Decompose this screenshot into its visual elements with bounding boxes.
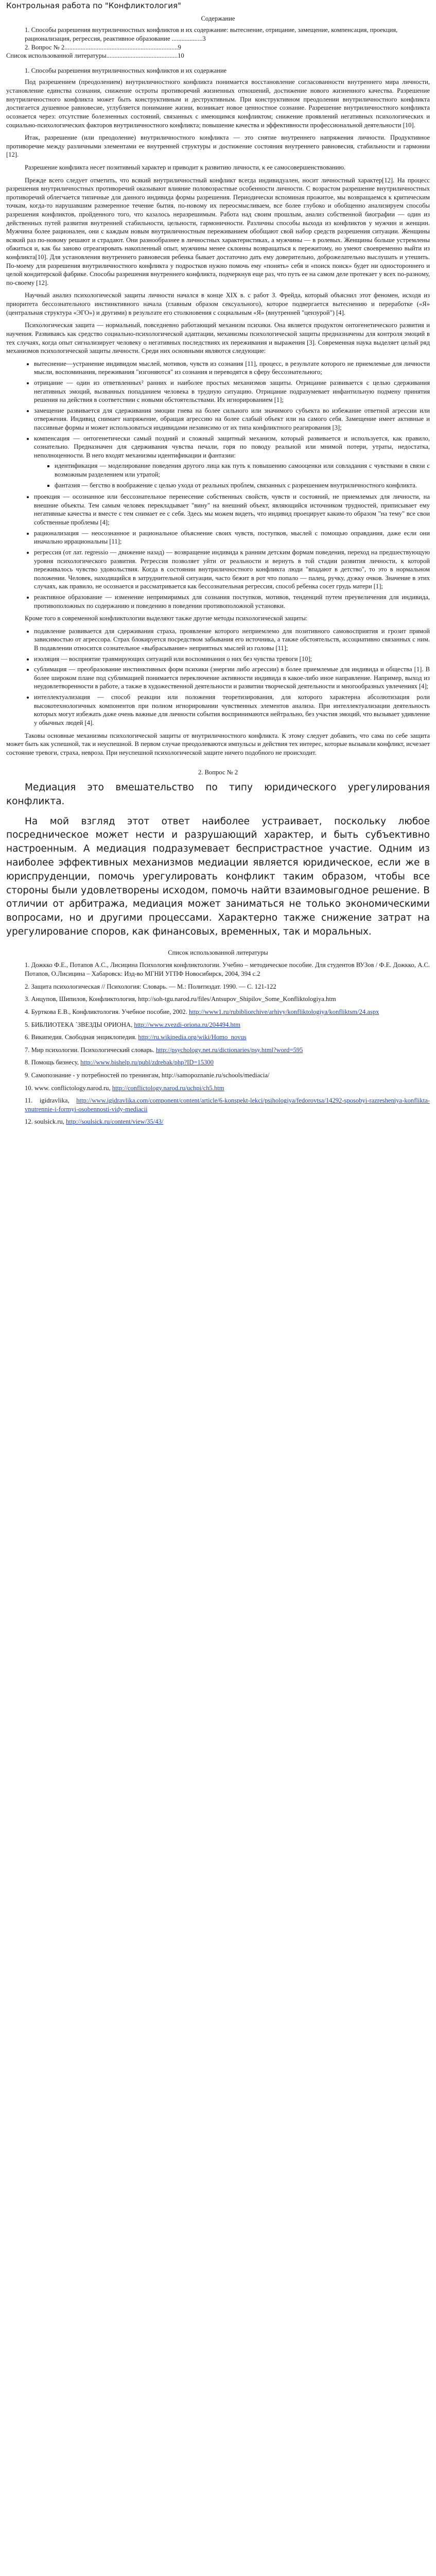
literature-link[interactable]: http://www1.ru/rubibliorchive/arhivy/konfliktologiya/konfliktsm/24.aspx <box>189 1008 379 1015</box>
literature-link[interactable]: http://www.bishelp.ru/publ/zdrebak/php?ID=15300 <box>80 1059 214 1066</box>
toc-heading: Содержание <box>201 14 235 22</box>
toc-item[interactable]: 1. Способы разрешения внутриличностных конфликтов и их содержание: вытеснение, отрицание, замещение, компенсация, проекция, рационализация, регрессия, реактивное образование ...................3 <box>25 26 398 43</box>
literature-item-text: 5. БИБЛИОТЕКА `ЗВЕЗДЫ ОРИОНА, <box>25 1021 134 1028</box>
section-1 <box>6 66 430 757</box>
toc-item[interactable]: 2. Вопрос № 2......................................................................9 <box>25 43 181 51</box>
paragraph: Под разрешением (преодолением) внутриличностного конфликта понимается восстановление согласованности внутреннего мира личности, установление единства сознания, снижение остроты противоречий жизненных отношений, достижение нового жизненного качества. Разрешение внутриличностного конфликта может быть конструктивным и деструктивным. При конструктивном преодолении внутриличностного конфликта достигается душевное равновесие, углубляется понимание жизни, возникает новое ценностное сознание. Разрешение внутриличностного конфликта осознается через: отсутствие болезненных состояний, связанных с имеющимся конфликтом; снижение проявлений негативных психологических и социально-психологических факторов внутриличностного конфликта; повышение качества и эффективности профессиональной деятельности [10]. <box>6 78 430 129</box>
literature-item <box>25 995 430 1004</box>
paragraph: Итак, разрешение (или преодоление) внутриличностного конфликта — это снятие внутреннего напряжения личности. Продуктивное противоречие между различными элементами ее внутренней структуры и достижение состояния внутреннего равновесия, стабильности и гармонии [12]. <box>6 134 430 159</box>
literature-item-text: 4. Бурткова Е.В., Конфликтология. Учебное пособие, 2002. <box>25 1008 189 1015</box>
literature-section <box>6 948 430 1126</box>
list-item: • интеллектуализация — способ реакции или положения теоретизирования, для которого характерна абсолютизация роли высокотехнологичных компонентов при полном игнорировании чувственных элементов анализа. При интеллектуализации деятельность которых могут избежать даже очень важные для личности события воспринимаются нейтрально, без участия эмоций, что вызывает удивление у обычных людей [4]. <box>34 693 430 727</box>
literature-item-text: 1. Дожкко Ф.Е., Потапов А.С., Лисицина Психология конфликтологии. Учебно – методическое пособие. Для студентов ВУЗов / Ф.Е. Дожкко, А.С. Потапов, О.Лисицина – Хабаровск: Изд-во МГНИ УГПФ Новосибирск, 2004, 394 с.2 <box>25 961 430 978</box>
literature-link[interactable]: http://www.igidravlika.com/component/content/article/6-konspekt-lekci/psihologiya/fedorovtsa/14292-sposobyi-razresheniya-konflikta-vnutrennie-i-formyi-osobennosti-vidy-mediacii <box>25 1097 430 1113</box>
toc-item[interactable]: Список использованной литературы............................................10 <box>6 52 184 60</box>
literature-item <box>25 1008 430 1016</box>
literature-item-text: 12. soulsick.ru, <box>25 1118 66 1126</box>
literature-item <box>25 982 430 991</box>
list-item: • реактивное образование — изменение непримиримых для сознания поступков, мотивов, тенденций путем преувеличения для индивида, противоположных по содержанию и поведению в поведении противоположной установки. <box>34 593 430 610</box>
paragraph: На мой взгляд этот ответ наиболее устраивает, поскольку любое посредническое может нести и разрушающий характер, и быть субъективно настроенным. А медиация подразумевает беспристрастное участие. Одним из наиболее эффективных механизмов медиации является юридическое, если же в юриспруденции, помочь урегулировать конфликт таким образом, чтобы все стороны были удовлетворены исходом, помочь найти взаимовыгодное решение. В отличии от арбитража, медиация может заниматься не только экономическими вопросами, но и другими процессами. Характерно также снижение затрат на урегулирование споров, как финансовых, временных, так и моральных. <box>6 816 430 938</box>
literature-item <box>25 1021 430 1029</box>
literature-link[interactable]: http://www.zvezdi-oriona.ru/204494.htm <box>134 1021 240 1028</box>
literature-item-text: 2. Защита психологическая // Психология: Словарь. — М.: Политиздат. 1990. — С. 121-122 <box>25 982 276 990</box>
literature-item <box>25 1058 430 1067</box>
literature-item-text: 3. Анцупов, Шипилов, Конфликтология, http://soh-tgu.narod.ru/files/Antsupov_Shipilov_Some_Konfliktologiya.htm <box>25 995 336 1003</box>
literature-item <box>25 1033 430 1042</box>
literature-link[interactable]: http://ru.wikipedia.org/wiki/Homo_novus <box>138 1033 247 1041</box>
literature-item <box>25 1084 430 1093</box>
list-item: • регрессия (от лат. regressio — движение назад) — возвращение индивида к ранним детским формам поведения, переход на предшествующую уровня психологического развития. Регрессия позволяет уйти от реальности и вернуть в той стадии развития личности, к которой переживалось чувство удовольствия. Когда в состоянии внутриличностного конфликта люди "впадают в детство", то это в нормальном положении. Человек, находящийся в затруднительной ситуации, часто бежит в рот что попало — палец, ручку, дужку очков. Значение в этих случаях, как правило, не осознается и рассматривается как бессознательная регрессия, способ ребенка сосет грудь матери [1]; <box>34 548 430 591</box>
literature-link[interactable]: http://soulsick.ru/content/view/35/43/ <box>66 1118 164 1126</box>
other-methods-list <box>6 627 430 727</box>
section-2 <box>6 768 430 939</box>
list-item: • сублимация — преобразование инстинктивных форм психики (энергии либо агрессии) в более приемлемые для индивида и общества [1]. В более широком плане под сублимацией понимается переключение активности индивида в какое-либо иное направление. Например, выход из неудовлетворенности в работе, а также в художественной деятельности и развитии творческой деятельности и многообразных увлечениях [4]; <box>34 665 430 691</box>
document-title: Контрольная работа по "Конфликтология" <box>6 1 181 10</box>
list-item: • отрицание — один из ответвленных² ранних и наиболее простых механизмов защиты. Отрицание развивается с целью сдерживания негативных эмоций, вызванных попаданием человека в трудную ситуацию. Отрицание подразумевает инфантильную подмену принятия решения на действия в соответствии с новыми обстоятельствами. Их игнорированием [1]; <box>34 379 430 404</box>
list-item-text: компенсация — онтогенетически самый поздний и сложный защитный механизм, который развивается и используется, как правило, сознательно. Предназначен для сдерживания чувства печали, горя по поводу реальной или мнимой потери, утраты, недостатка, неполноценности. В него входят механизмы идентификации и фантазии: <box>34 434 430 459</box>
literature-item-text: 9. Самопознание - у потребностей по тренингам, http://samopoznanie.ru/schools/mediacia/ <box>25 1071 270 1079</box>
literature-list <box>6 961 430 1126</box>
literature-item-text: 10. www. conflictology.narod.ru, <box>25 1084 112 1092</box>
literature-item-text: 8. Помощь бизнесу, <box>25 1059 81 1066</box>
literature-item-text: 6. Википедия. Свободная энциклопедия. <box>25 1033 138 1041</box>
list-item <box>34 434 430 490</box>
section-heading: 1. Способы разрешения внутриличностных конфликтов и их содержание <box>25 66 227 74</box>
paragraph: Кроме того в современной конфликтологии выделяют также другие методы психологической защиты: <box>25 615 308 622</box>
defense-mechanisms-list <box>6 360 430 610</box>
literature-link[interactable]: http://conflictology.narod.ru/uchpi/ch5.htm <box>112 1084 224 1092</box>
list-item: • рационализация — неосознанное и рациональное объяснение своих чувств, поступков, мыслей с помощью оправдания, даже если они иначально иррациональны [11]; <box>34 529 430 546</box>
document-page <box>0 0 436 1139</box>
sub-list-item: ▪ идентификация — моделирование поведения другого лица как путь к повышению самооценки или совладания с чувствами в связи с возможным разделением или утратой; <box>55 462 430 479</box>
sub-list-item: ▪ фантазия — бегство в воображение с целью ухода от реальных проблем, связанных с разрешением внутриличностного конфликта. <box>55 481 430 490</box>
table-of-contents <box>6 14 430 60</box>
paragraph: Прежде всего следует отметить, что всякий внутриличностный конфликт всегда индивидуален, носит личностный характер[12]. На процесс разрешения внутриличностных противоречий оказывают влияние половозрастные особенности личности. С возрастом разрешение внутриличностных противоречий облегчается типичные для данного индивида формы разрешения. Периодически вспоминая прожитое, мы возвращаемся к критическим точкам, когда-то нарушавшим размеренное течение бытия, по-новому их переосмысливаем, все более глубоко и обобщенно анализируем способы разрешения конфликтов, пройденного того, что казалось неразрешимым. Работа над своим прошлым, анализ собственной биографии — один из действенных путей развития внутренней стабильности, цельности, гармоничности. Различны способы выхода из конфликтов у мужчин и женщин. Мужчина более рационален, они с каждым новым внутриличностным переживанием обобщают свой набор средств разрешения ситуации. Женщины всякий раз по-новому решают и страдают. Они разнообразнее в личностных характеристиках, а мужчины — в ролевых. Женщины больше устремлены обжиться и, как бы заново отреагировать накопленный опыт, мужчины менее склонны возвращаться к пережитому, но умеют своевременно выйти из конфликта[10]. Для установления внутреннего равновесия ребенка бывает достаточно дать ему доверительно, доброжелательно выслушать и утешить. По-моему для разрешения внутриличностного конфликта у подростков нужно помочь ему «понять» себя и «поиск поиск» будет ни одностороннего и целой кондитерской фабрике. Способы разрешения внутреннего конфликта, подчеркнув еще раз, что путь ее на самом деле протекает у всех по-разному, по-своему [12]. <box>6 176 430 286</box>
literature-item <box>25 1096 430 1113</box>
paragraph: Таковы основные механизмы психологической защиты от внутриличностного конфликта. К этому следует добавить, что сама по себе защита может быть как успешной, так и неуспешной. В первом случае преодолеваются импульсы и действия тех интерес, которые вызывали конфликт, исчезает состояние тревоги, страха, невроза. При неуспешной психологической защите ничего подобного не происходит. <box>6 732 430 756</box>
paragraph: Разрешение конфликта несет позитивный характер и приводит к развитию личности, к ее самосовершенствованию. <box>25 163 345 171</box>
paragraph: Медиация это вмешательство по типу юридического урегулирования конфликта. <box>6 782 430 807</box>
literature-link[interactable]: http://psychology.net.ru/dictionaries/psy.html?word=595 <box>155 1046 303 1054</box>
literature-item-text: 11. igidravlika, <box>25 1097 77 1105</box>
paragraph: Научный анализ психологической защиты личности начался в конце XIX в. с работ З. Фрейда, который объяснил этот феномен, исходя из приоритета бессознательного инстинктивного начала (главным образом сексуального), которое подвергается вытеснению и переработке («Я» (центральная структура «ЭГО») и другими) в результате его столкновения с социальным «Я» (внутренней "цензурой") [4]. <box>6 292 430 316</box>
literature-item <box>25 1046 430 1055</box>
list-item: • подавление развивается для сдерживания страха, проявление которого неприемлемо для позитивного самовосприятия и грозит прямой зависимостью от агрессора. Страх блокируется посредством забывания его источника, а также обстоятельств, ассоциативно связанных с ним. В подавлении относится сознательное «выбрасывание» неприятных мыслей из головы [11]; <box>34 627 430 653</box>
sub-list <box>34 462 430 489</box>
literature-item <box>25 1071 430 1080</box>
literature-item <box>25 961 430 978</box>
literature-item <box>25 1117 430 1126</box>
section-heading: 2. Вопрос № 2 <box>198 769 238 776</box>
list-item: • изоляция — восприятие травмирующих ситуаций или воспоминания о них без чувства тревоги [10]; <box>34 655 430 664</box>
list-item: • замещение развивается для сдерживания эмоции гнева на более сильного или значимого субъекта во избежание ответной агрессии или отвержения. Индивид снимает напряжение, обращая агрессию на более слабый объект или на самого себя. Замещение имеет активные и пассивные формы и может использоваться индивидами независимо от их типа конфликтного реагирования [3]; <box>34 406 430 432</box>
literature-heading: Список использованной литературы <box>168 948 268 956</box>
list-item: • проекция — осознанное или бессознательное перенесение собственных свойств, чувств и состояний, не приемлемых для личности, на внешние объекты. Тем самым человек перекладывает "вину" на внешний объект, являющийся источником трудностей, приписывает ему негативные качества и вместе с тем снимает ее с себя. Здесь мы можем видеть, что индивид проецирует каким-то образом "на тему" все свои собственные проблемы [4]; <box>34 493 430 527</box>
paragraph: Психологическая защита — нормальный, повседневно работающий механизм психики. Она является продуктом онтогенетического развития и научения. Развиваясь как средство социально-психологической адаптации, механизмы психологической защиты предназначены для контроля эмоций в тех случаях, когда опыт сигнализирует человеку о негативных последствиях их переживания и выражения [3]. Современная наука выделяет целый ряд механизмов психологической защиты личности. Среди них основными являются следующие: <box>6 321 430 355</box>
list-item: • вытеснение—устранение индивидом мыслей, мотивов, чувств из сознания [11], процесс, в результате которого не приемлемые для личности мысли, воспоминания, переживания "изгоняются" из сознания и переводятся в сферу бессознательного; <box>34 360 430 377</box>
literature-item-text: 7. Мир психологии. Психологический словарь. <box>25 1046 156 1054</box>
